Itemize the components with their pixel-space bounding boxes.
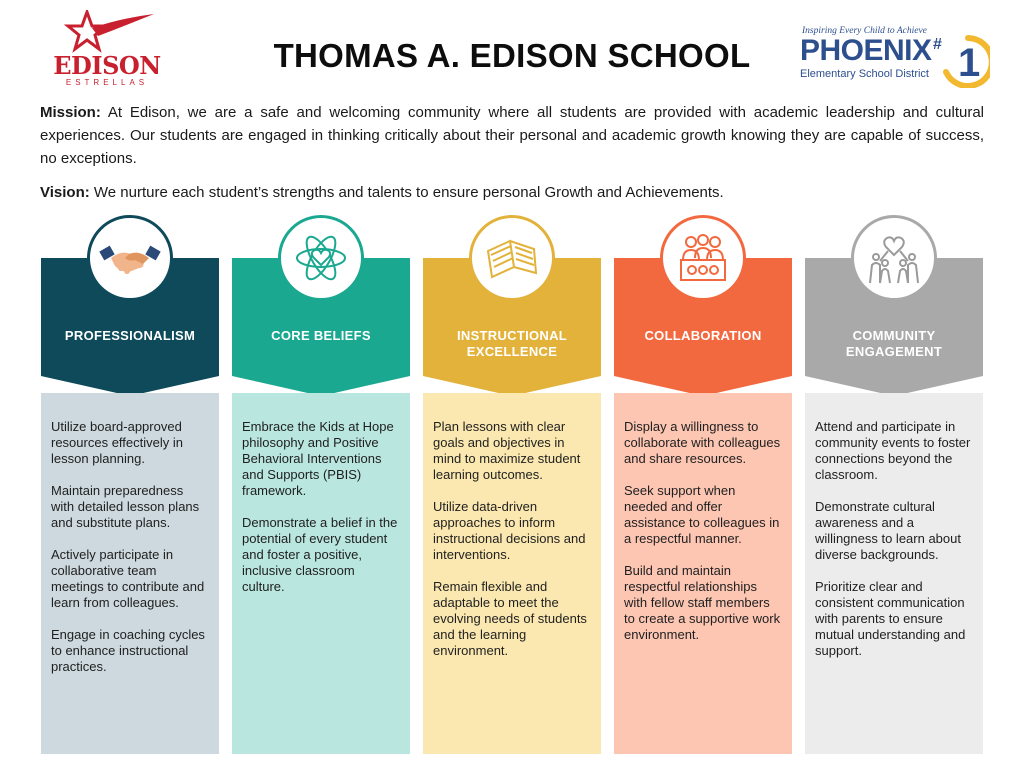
column-body	[232, 393, 410, 754]
vision-text: We nurture each student’s strengths and talents to ensure personal Growth and Achievements.	[93, 184, 724, 201]
list-item: Embrace the Kids at Hope philosophy and Positive Behavioral Interventions and Supports (PBIS) framework.	[242, 419, 394, 498]
phoenix-logo-hash: #	[933, 36, 942, 53]
column-body	[805, 393, 983, 754]
list-item: Utilize board-approved resources effectively in lesson planning.	[51, 419, 183, 466]
list-item: Build and maintain respectful relationships with fellow staff members to create a supportive work environment.	[624, 563, 781, 642]
edison-logo	[48, 10, 163, 88]
phoenix-logo	[798, 24, 994, 90]
mission-label: Mission:	[40, 104, 101, 121]
list-item: Display a willingness to collaborate with colleagues and share resources.	[624, 419, 781, 466]
list-item: Demonstrate cultural awareness and a willingness to learn about diverse backgrounds.	[815, 499, 961, 562]
star-icon	[62, 10, 157, 54]
column-instructional-excellence	[423, 258, 601, 754]
open-book-icon	[469, 215, 555, 301]
phoenix-logo-number: 1	[958, 41, 981, 85]
list-item: Engage in coaching cycles to enhance instructional practices.	[51, 627, 205, 674]
column-title: COLLABORATION	[644, 328, 762, 343]
list-item: Remain flexible and adaptable to meet the evolving needs of students and the learning environment.	[433, 579, 587, 658]
mission-text: At Edison, we are a safe and welcoming community where all students are provided with academic leadership and cultural experiences. Our students are engaged in thinking critically about their personal and academic growth knowing they are capable of success, no exceptions.	[40, 104, 984, 167]
column-core-beliefs	[232, 258, 410, 754]
column-title: INSTRUCTIONAL EXCELLENCE	[456, 328, 568, 359]
list-item: Maintain preparedness with detailed lesson plans and substitute plans.	[51, 483, 200, 530]
list-item: Utilize data-driven approaches to inform instructional decisions and interventions.	[433, 499, 586, 562]
column-body	[614, 393, 792, 754]
mission-statement	[40, 101, 984, 170]
list-item: Demonstrate a belief in the potential of every student and foster a positive, inclusive classroom culture.	[242, 515, 398, 594]
phoenix-logo-name: PHOENIX	[800, 34, 932, 67]
column-professionalism	[41, 258, 219, 754]
edison-logo-sub: ESTRELLAS	[65, 78, 149, 87]
vision-label: Vision:	[40, 184, 90, 201]
vision-statement	[40, 181, 984, 204]
team-icon	[660, 215, 746, 301]
community-heart-icon	[851, 215, 937, 301]
list-item: Prioritize clear and consistent communication with parents to ensure mutual understanding and support.	[815, 579, 966, 658]
atom-heart-icon	[278, 215, 364, 301]
phoenix-logo-sub: Elementary School District	[800, 68, 929, 80]
column-body	[423, 393, 601, 754]
column-body	[41, 393, 219, 754]
edison-logo-name: EDISON	[53, 51, 161, 80]
phoenix-number-one-icon	[938, 32, 990, 88]
list-item: Actively participate in collaborative team meetings to contribute and learn from colleagues.	[51, 547, 205, 610]
handshake-icon	[87, 215, 173, 301]
column-collaboration	[614, 258, 792, 754]
phoenix-logo-tagline: Inspiring Every Child to Achieve	[802, 26, 927, 36]
list-item: Attend and participate in community events to foster connections beyond the classroom.	[815, 419, 971, 482]
column-title: COMMUNITY ENGAGEMENT	[845, 328, 943, 359]
list-item: Plan lessons with clear goals and objectives in mind to maximize student learning outcomes.	[433, 419, 581, 482]
column-community-engagement	[805, 258, 983, 754]
column-title: CORE BELIEFS	[271, 328, 371, 343]
page-title: THOMAS A. EDISON SCHOOL	[273, 37, 751, 74]
column-title: PROFESSIONALISM	[64, 328, 196, 343]
list-item: Seek support when needed and offer assistance to colleagues in a respectful manner.	[624, 483, 780, 546]
